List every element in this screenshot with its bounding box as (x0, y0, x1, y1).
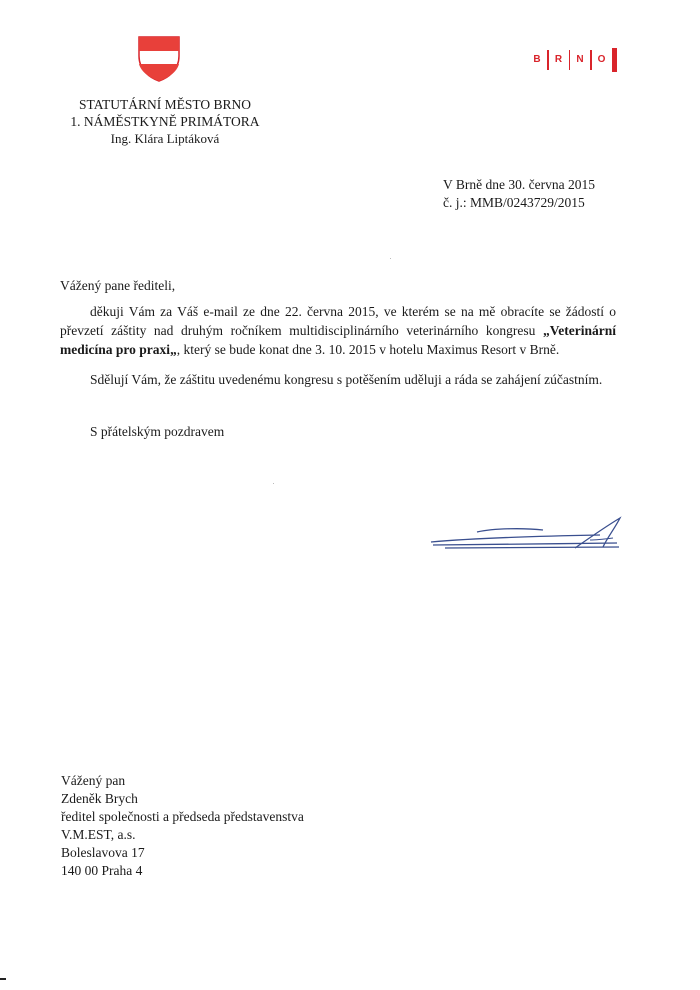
sender-city: STATUTÁRNÍ MĚSTO BRNO (79, 97, 251, 112)
recipient-street: Boleslavova 17 (61, 845, 145, 860)
paragraph-2 (60, 370, 616, 389)
recipient-address (61, 772, 304, 880)
closing: S přátelským pozdravem (90, 424, 225, 439)
sender-office: 1. NÁMĚSTKYNĚ PRIMÁTORA (70, 114, 260, 129)
scan-speck (390, 258, 391, 259)
sender-name: Ing. Klára Liptáková (110, 131, 220, 146)
scan-edge-mark (0, 978, 6, 980)
reference-number: č. j.: MMB/0243729/2015 (443, 195, 585, 210)
congress-name: „Veterinární medicína pro praxi„ (60, 323, 616, 357)
paragraph-2-text: Sdělují Vám, že záštitu uvedenému kongresu s potěšením uděluji a ráda se zahájení zúčastním. (90, 372, 603, 387)
logo-end-bar (612, 48, 617, 72)
logo-divider (569, 50, 571, 70)
recipient-title: ředitel společnosti a předseda představenstva (61, 809, 304, 824)
scan-speck (273, 483, 274, 484)
handwritten-signature (425, 514, 625, 554)
salutation: Vážený pane řediteli, (60, 278, 176, 293)
logo-divider (590, 50, 592, 70)
date-block (443, 176, 595, 212)
logo-letter-r: R (554, 54, 563, 65)
paragraph-1-text-end: , který se bude konat dne 3. 10. 2015 v hotelu Maximus Resort v Brně. (176, 342, 560, 357)
sender-block (68, 96, 262, 147)
logo-letter-n: N (576, 54, 584, 65)
recipient-company: V.M.EST, a.s. (61, 827, 136, 842)
recipient-name: Zdeněk Brych (61, 791, 138, 806)
brno-logo (531, 48, 621, 72)
brno-coat-of-arms-icon (138, 36, 180, 82)
logo-divider (547, 50, 549, 70)
recipient-greeting: Vážený pan (61, 773, 126, 788)
letter-date: V Brně dne 30. června 2015 (443, 177, 595, 192)
paragraph-1 (60, 302, 616, 359)
logo-letter-b: B (533, 54, 541, 65)
paragraph-1-text: děkuji Vám za Váš e-mail ze dne 22. června 2015, ve kterém se na mě obracíte se žádostí o převzetí záštity nad druhým ročníkem multidisciplinárního veterinárního kongresu (60, 304, 616, 338)
logo-letter-o: O (597, 54, 606, 65)
recipient-city: 140 00 Praha 4 (61, 863, 143, 878)
